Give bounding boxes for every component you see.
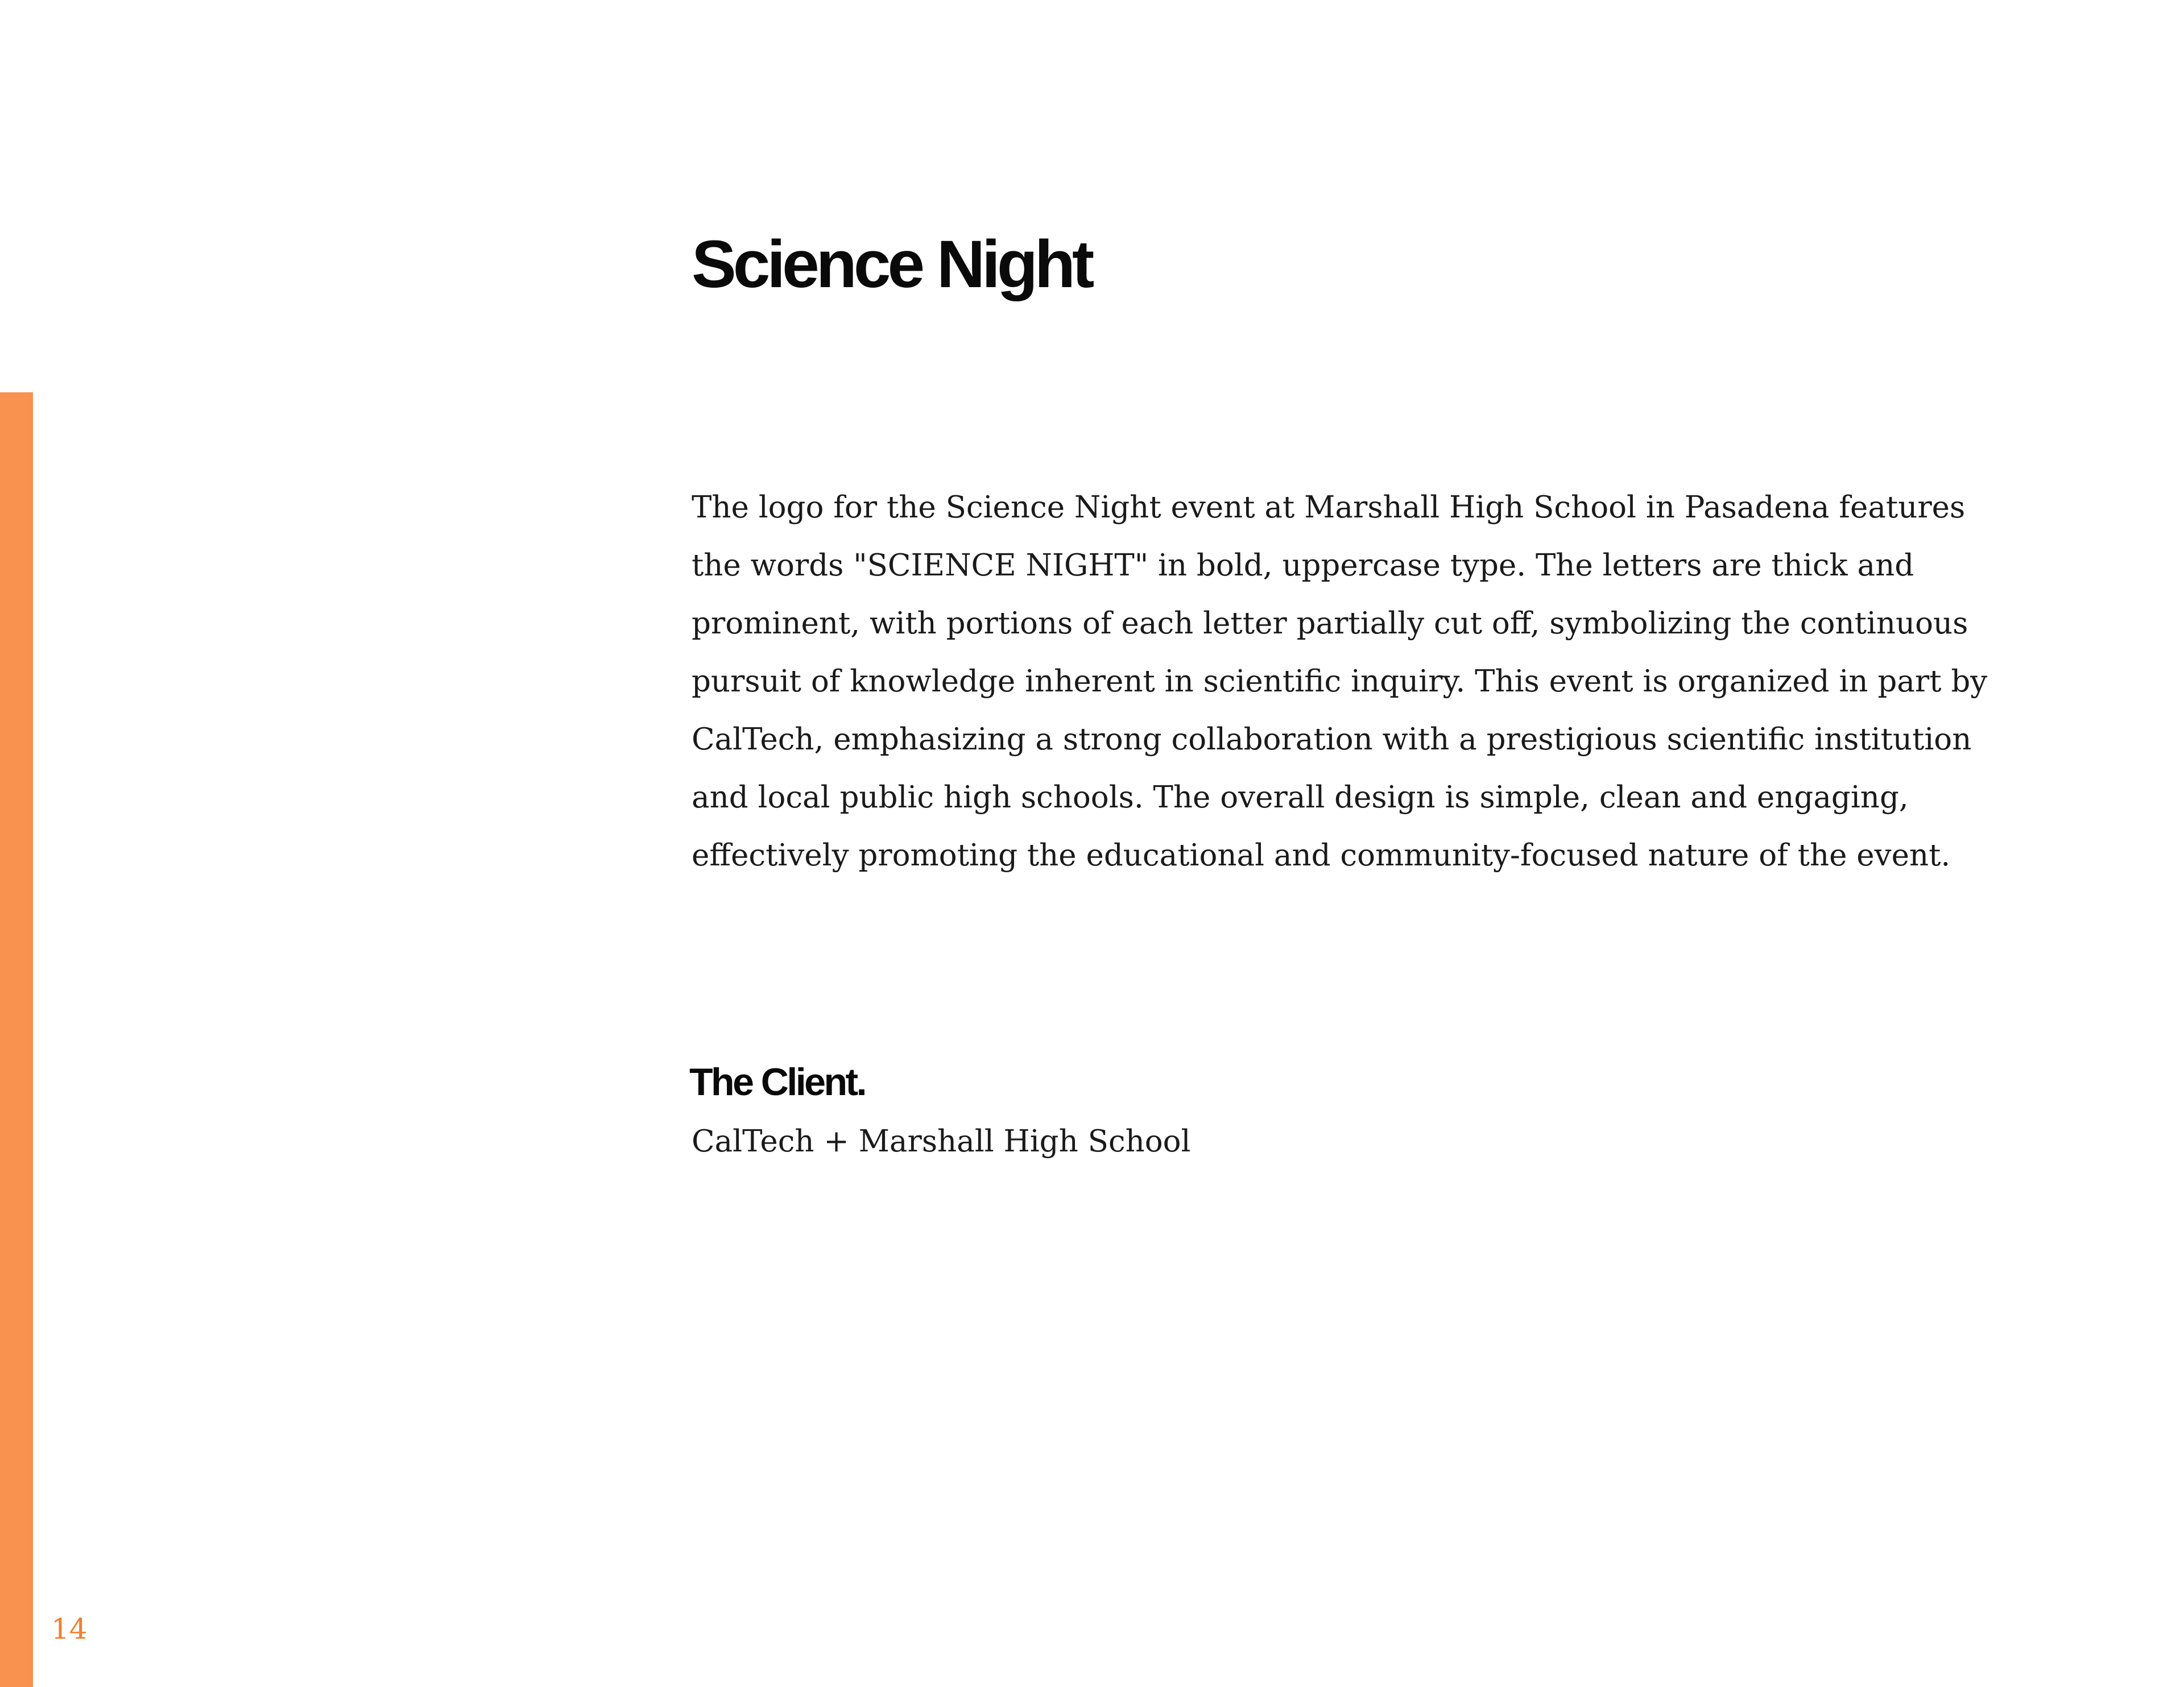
project-description: The logo for the Science Night event at Marshall High School in Pasadena features the words "SCIENCE NIGHT" in bold, uppercase type. The letters are thick and prominent, with portions of each letter partially cut off, symbolizing the continuous pursuit of knowledge inherent in scientific inquiry. This event is organized in part by CalTech, emphasizing a strong collaboration with a prestigious scientific institution and local public high schools. The overall design is simple, clean and engaging, effectively promoting the educational and community-focused nature of the event. [692,490,1988,873]
page-number: 14 [51,1613,88,1645]
client-name: CalTech + Marshall High School [692,1124,1191,1159]
page-title: Science Night [692,227,1091,302]
client-heading: The Client. [689,1060,866,1104]
accent-side-bar [0,392,33,1687]
